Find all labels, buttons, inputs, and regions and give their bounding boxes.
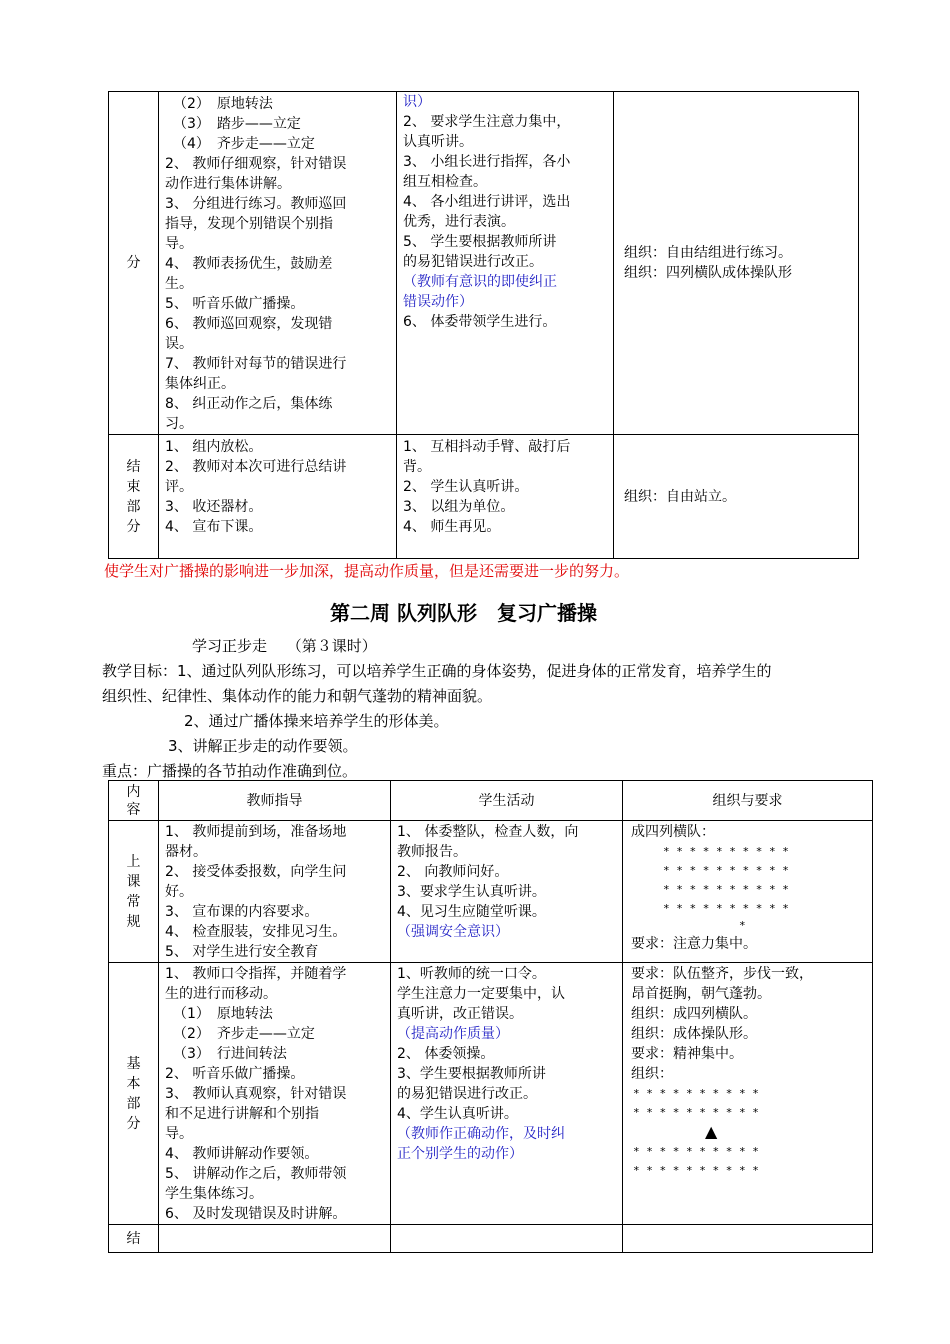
table-row xyxy=(109,92,859,435)
formation-teacher-mark: * xyxy=(739,919,746,932)
header-char: 容 xyxy=(126,801,141,818)
teacher-cell xyxy=(159,821,391,963)
student-line: 1、 互相抖动手臂、敲打后 xyxy=(403,439,571,455)
student-line: 4、见习生应随堂听课。 xyxy=(397,904,546,920)
org-line: 组织：自由站立。 xyxy=(624,488,736,505)
student-line: 3、 以组为单位。 xyxy=(403,499,515,515)
student-line: 4、 师生再见。 xyxy=(403,519,501,535)
teacher-line: 3、 收还器材。 xyxy=(165,499,263,515)
teacher-line: 评。 xyxy=(165,479,193,495)
teacher-line: （4） 齐步走——立定 xyxy=(173,136,315,152)
red-note: 使学生对广播操的影响进一步加深，提高动作质量，但是还需要进一步的努力。 xyxy=(104,562,630,580)
section-char: 课 xyxy=(126,873,141,890)
teacher-line: 6、 及时发现错误及时讲解。 xyxy=(165,1206,347,1222)
student-cell xyxy=(391,821,623,963)
org-cell xyxy=(623,821,873,963)
teacher-line: 指导，发现个别错误个别指 xyxy=(165,216,333,232)
teacher-line: 习。 xyxy=(165,416,193,432)
org-line: 要求：精神集中。 xyxy=(631,1046,743,1062)
section-char: 常 xyxy=(126,893,141,910)
org-line: 组织： xyxy=(631,1066,673,1082)
org-cell xyxy=(623,1225,873,1253)
table-row xyxy=(109,435,859,559)
student-note: 正个别学生的动作） xyxy=(397,1146,523,1162)
teacher-line: 误。 xyxy=(165,336,193,352)
student-cell xyxy=(397,435,614,559)
org-cell xyxy=(623,963,873,1225)
student-note: （教师作正确动作，及时纠 xyxy=(397,1126,565,1142)
goal-line-3: 2、通过广播体操来培养学生的形体美。 xyxy=(184,712,449,730)
student-line: 真听讲，改正错误。 xyxy=(397,1006,523,1022)
formation-row: * * * * * * * * * * xyxy=(663,883,789,896)
section-char: 规 xyxy=(126,913,141,930)
teacher-line: 4、 教师讲解动作要领。 xyxy=(165,1146,319,1162)
section-label xyxy=(109,963,159,1225)
teacher-line: （2） 齐步走——立定 xyxy=(173,1026,315,1042)
student-line: 2、 体委领操。 xyxy=(397,1046,495,1062)
teacher-line: 1、 教师口令指挥，并随着学 xyxy=(165,966,347,982)
page-title: 第二周 队列队形 复习广播操 xyxy=(330,601,597,625)
org-line: 组织：自由结组进行练习。 xyxy=(624,245,792,261)
org-line: 成四列横队： xyxy=(631,824,715,840)
student-note: （提高动作质量） xyxy=(397,1026,509,1042)
student-line: 组互相检查。 xyxy=(403,174,487,190)
table-header-row xyxy=(109,781,873,821)
student-line: 优秀，进行表演。 xyxy=(403,214,515,230)
teacher-position-triangle-icon: ▲ xyxy=(705,1122,718,1141)
teacher-line: 7、 教师针对每节的错误进行 xyxy=(165,356,347,372)
section-label xyxy=(109,435,159,559)
formation-row: * * * * * * * * * * xyxy=(633,1106,759,1119)
teacher-line: （3） 踏步——立定 xyxy=(173,116,301,132)
teacher-line: 生。 xyxy=(165,276,193,292)
teacher-line: 导。 xyxy=(165,1126,193,1142)
formation-row: * * * * * * * * * * xyxy=(633,1145,759,1158)
student-cell xyxy=(397,92,614,435)
student-line: 2、 学生认真听讲。 xyxy=(403,479,529,495)
teacher-line: 5、 对学生进行安全教育 xyxy=(165,944,319,960)
header-teacher: 教师指导 xyxy=(159,781,391,821)
student-line: 2、 要求学生注意力集中， xyxy=(403,114,571,130)
teacher-line: 集体纠正。 xyxy=(165,376,235,392)
student-line: 3、 小组长进行指挥，各小 xyxy=(403,154,571,170)
goal-line-2: 组织性、纪律性、集体动作的能力和朝气蓬勃的精神面貌。 xyxy=(102,687,493,705)
student-cell xyxy=(391,963,623,1225)
table-row xyxy=(109,963,873,1225)
student-line: 3、要求学生认真听讲。 xyxy=(397,884,546,900)
teacher-line: 好。 xyxy=(165,884,193,900)
student-line: 6、 体委带领学生进行。 xyxy=(403,314,557,330)
teacher-line: 2、 教师仔细观察，针对错误 xyxy=(165,156,347,172)
section-char: 基 xyxy=(126,1055,141,1072)
teacher-line: 4、 教师表扬优生，鼓励差 xyxy=(165,256,333,272)
section-char: 分 xyxy=(126,518,141,535)
teacher-line: 2、 听音乐做广播操。 xyxy=(165,1066,305,1082)
header-char: 内 xyxy=(126,783,141,800)
teacher-line: 器材。 xyxy=(165,844,207,860)
teacher-line: （3） 行进间转法 xyxy=(173,1046,287,1062)
student-note: 识） xyxy=(403,94,431,110)
teacher-cell xyxy=(159,435,397,559)
formation-row: * * * * * * * * * * xyxy=(663,845,789,858)
student-line: 的易犯错误进行改正。 xyxy=(397,1086,537,1102)
student-line: 3、学生要根据教师所讲 xyxy=(397,1066,546,1082)
student-line: 5、 学生要根据教师所讲 xyxy=(403,234,557,250)
table-row xyxy=(109,821,873,963)
teacher-line: 6、 教师巡回观察，发现错 xyxy=(165,316,333,332)
section-label: 结 xyxy=(109,1225,159,1253)
lesson-table-2 xyxy=(108,780,873,1253)
teacher-cell xyxy=(159,1225,391,1253)
teacher-cell xyxy=(159,92,397,435)
teacher-line: 1、 教师提前到场，准备场地 xyxy=(165,824,347,840)
student-line: 认真听讲。 xyxy=(403,134,473,150)
formation-row: * * * * * * * * * * xyxy=(633,1087,759,1100)
teacher-line: 和不足进行讲解和个别指 xyxy=(165,1106,319,1122)
student-line: 背。 xyxy=(403,459,431,475)
student-line: 的易犯错误进行改正。 xyxy=(403,254,543,270)
section-label xyxy=(109,821,159,963)
student-note: （强调安全意识） xyxy=(397,924,509,940)
teacher-line: 3、 分组进行练习。教师巡回 xyxy=(165,196,347,212)
formation-row: * * * * * * * * * * xyxy=(633,1164,759,1177)
goal-line-1: 教学目标：1、通过队列队形练习，可以培养学生正确的身体姿势，促进身体的正常发育，培养学生的 xyxy=(102,662,772,680)
org-line: 要求：注意力集中。 xyxy=(631,936,757,952)
teacher-line: 学生集体练习。 xyxy=(165,1186,263,1202)
section-char: 部 xyxy=(126,498,141,515)
student-line: 4、学生认真听讲。 xyxy=(397,1106,518,1122)
section-char: 上 xyxy=(126,853,141,870)
header-org: 组织与要求 xyxy=(623,781,873,821)
header-student: 学生活动 xyxy=(391,781,623,821)
section-char: 分 xyxy=(126,1115,141,1132)
teacher-cell xyxy=(159,963,391,1225)
org-cell xyxy=(614,92,859,435)
teacher-line: 1、 组内放松。 xyxy=(165,439,263,455)
org-line: 昂首挺胸，朝气蓬勃。 xyxy=(631,986,771,1002)
focus-line: 重点：广播操的各节拍动作准确到位。 xyxy=(102,762,358,780)
student-cell xyxy=(391,1225,623,1253)
teacher-line: 2、 接受体委报数，向学生问 xyxy=(165,864,347,880)
lesson-table-1 xyxy=(108,91,859,559)
teacher-line: （2） 原地转法 xyxy=(173,96,273,112)
teacher-line: 生的进行而移动。 xyxy=(165,986,277,1002)
org-line: 组织：四列横队成体操队形 xyxy=(624,265,792,281)
org-cell xyxy=(614,435,859,559)
subheading: 学习正步走 （第３课时） xyxy=(192,637,377,655)
header-content xyxy=(109,781,159,821)
section-char: 束 xyxy=(126,478,141,495)
teacher-line: 2、 教师对本次可进行总结讲 xyxy=(165,459,347,475)
student-line: 1、听教师的统一口令。 xyxy=(397,966,546,982)
teacher-line: 5、 讲解动作之后，教师带领 xyxy=(165,1166,347,1182)
teacher-line: 3、 教师认真观察，针对错误 xyxy=(165,1086,347,1102)
student-note: 错误动作） xyxy=(403,294,473,310)
teacher-line: 5、 听音乐做广播操。 xyxy=(165,296,305,312)
student-line: 学生注意力一定要集中，认 xyxy=(397,986,565,1002)
section-label: 分 xyxy=(109,92,159,435)
teacher-line: 3、 宣布课的内容要求。 xyxy=(165,904,319,920)
student-line: 2、 向教师问好。 xyxy=(397,864,509,880)
org-line: 组织：成体操队形。 xyxy=(631,1026,757,1042)
student-line: 教师报告。 xyxy=(397,844,467,860)
teacher-line: 导。 xyxy=(165,236,193,252)
section-char: 本 xyxy=(126,1075,141,1092)
section-char: 结 xyxy=(126,458,141,475)
org-line: 要求：队伍整齐，步伐一致， xyxy=(631,966,813,982)
student-note: （教师有意识的即使纠正 xyxy=(403,274,557,290)
teacher-line: 8、 纠正动作之后，集体练 xyxy=(165,396,333,412)
goal-line-4: 3、讲解正步走的动作要领。 xyxy=(168,737,358,755)
table-row xyxy=(109,1225,873,1253)
section-char: 部 xyxy=(126,1095,141,1112)
teacher-line: 4、 宣布下课。 xyxy=(165,519,263,535)
formation-row: * * * * * * * * * * xyxy=(663,902,789,915)
student-line: 4、 各小组进行讲评，选出 xyxy=(403,194,571,210)
formation-row: * * * * * * * * * * xyxy=(663,864,789,877)
student-line: 1、 体委整队，检查人数，向 xyxy=(397,824,579,840)
teacher-line: 4、 检查服装，安排见习生。 xyxy=(165,924,347,940)
org-line: 组织：成四列横队。 xyxy=(631,1006,757,1022)
teacher-line: 动作进行集体讲解。 xyxy=(165,176,291,192)
teacher-line: （1） 原地转法 xyxy=(173,1006,273,1022)
